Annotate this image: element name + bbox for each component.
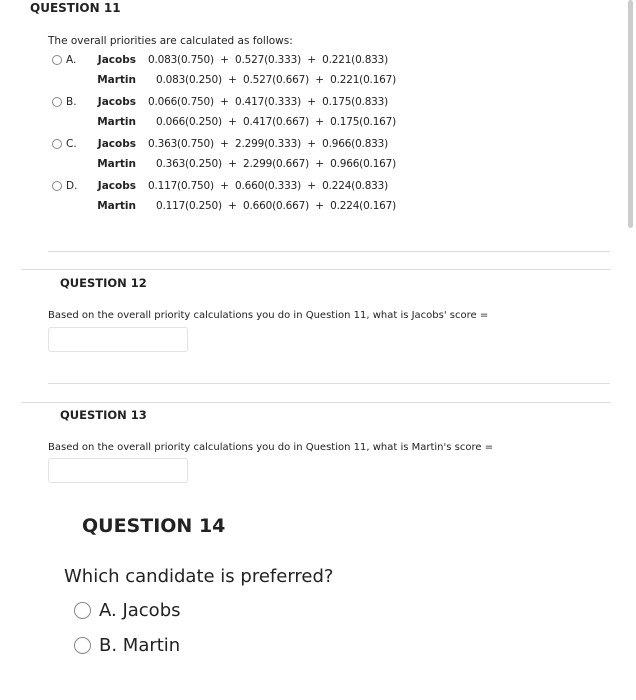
option-jacobs[interactable] bbox=[74, 600, 181, 621]
option-c[interactable] bbox=[52, 135, 388, 153]
option-label: B. Martin bbox=[99, 635, 181, 656]
option-letter: C. bbox=[66, 138, 77, 150]
option-martin-row bbox=[52, 155, 396, 173]
martin-formula: 0.117(0.250) + 0.660(0.667) + 0.224(0.167) bbox=[156, 200, 397, 212]
jacobs-formula: 0.066(0.750) + 0.417(0.333) + 0.175(0.833) bbox=[148, 96, 389, 108]
candidate-label: Martin bbox=[97, 116, 136, 128]
divider bbox=[48, 251, 610, 252]
jacobs-formula: 0.083(0.750) + 0.527(0.333) + 0.221(0.833) bbox=[148, 54, 389, 66]
option-martin-row bbox=[52, 71, 396, 89]
option-martin-row bbox=[52, 113, 396, 131]
radio-button[interactable] bbox=[74, 602, 91, 619]
radio-button[interactable] bbox=[52, 97, 62, 107]
candidate-label: Martin bbox=[97, 200, 136, 212]
martin-formula: 0.083(0.250) + 0.527(0.667) + 0.221(0.167) bbox=[156, 74, 397, 86]
question-13-title: QUESTION 13 bbox=[60, 408, 147, 422]
option-a[interactable] bbox=[52, 51, 388, 69]
option-martin-row bbox=[52, 197, 396, 215]
candidate-label: Jacobs bbox=[97, 138, 136, 150]
question-13-text: Based on the overall priority calculations you do in Question 11, what is Martin's score = bbox=[48, 442, 494, 453]
candidate-label: Jacobs bbox=[97, 180, 136, 192]
radio-button[interactable] bbox=[52, 181, 62, 191]
martin-score-input[interactable] bbox=[48, 458, 188, 483]
scrollbar[interactable] bbox=[628, 0, 633, 228]
divider bbox=[22, 402, 610, 403]
radio-button[interactable] bbox=[52, 139, 62, 149]
question-14-title: QUESTION 14 bbox=[82, 515, 226, 537]
martin-formula: 0.363(0.250) + 2.299(0.667) + 0.966(0.167) bbox=[156, 158, 397, 170]
divider bbox=[48, 383, 610, 384]
option-label: A. Jacobs bbox=[99, 600, 181, 621]
question-12-title: QUESTION 12 bbox=[60, 276, 147, 290]
option-d[interactable] bbox=[52, 177, 388, 195]
radio-button[interactable] bbox=[52, 55, 62, 65]
option-letter: B. bbox=[66, 96, 77, 108]
radio-button[interactable] bbox=[74, 637, 91, 654]
option-martin[interactable] bbox=[74, 635, 180, 656]
option-b[interactable] bbox=[52, 93, 388, 111]
candidate-label: Jacobs bbox=[97, 96, 136, 108]
jacobs-formula: 0.363(0.750) + 2.299(0.333) + 0.966(0.833) bbox=[148, 138, 389, 150]
question-12-text: Based on the overall priority calculations you do in Question 11, what is Jacobs' score = bbox=[48, 310, 489, 321]
question-14-text: Which candidate is preferred? bbox=[64, 566, 334, 587]
martin-formula: 0.066(0.250) + 0.417(0.667) + 0.175(0.167) bbox=[156, 116, 397, 128]
option-letter: A. bbox=[66, 54, 77, 66]
divider bbox=[22, 269, 610, 270]
candidate-label: Jacobs bbox=[97, 54, 136, 66]
candidate-label: Martin bbox=[97, 74, 136, 86]
question-11-description: The overall priorities are calculated as follows: bbox=[48, 35, 293, 47]
candidate-label: Martin bbox=[97, 158, 136, 170]
option-letter: D. bbox=[66, 180, 78, 192]
jacobs-formula: 0.117(0.750) + 0.660(0.333) + 0.224(0.833) bbox=[148, 180, 389, 192]
question-11-title: QUESTION 11 bbox=[30, 1, 121, 15]
jacobs-score-input[interactable] bbox=[48, 327, 188, 352]
